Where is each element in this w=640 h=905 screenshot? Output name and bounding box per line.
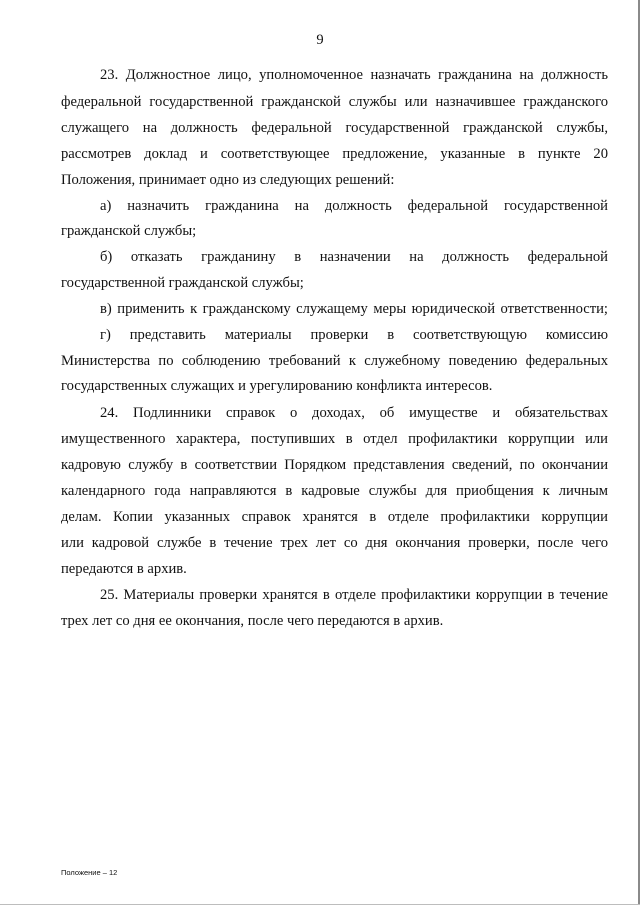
- paragraph-23-line-1: 23. Должностное лицо, уполномоченное назначать гражданина на должность: [100, 67, 608, 83]
- paragraph-23-line-2: федеральной государственной гражданской службы или назначившее гражданского: [61, 94, 608, 110]
- paragraph-24-line-7: передаются в архив.: [61, 561, 187, 577]
- item-a-line-1: а) назначить гражданина на должность федеральной государственной: [100, 198, 608, 214]
- paragraph-24-line-5: делам. Копии указанных справок хранятся в отделе профилактики коррупции: [61, 509, 608, 525]
- item-g-line-1: г) представить материалы проверки в соответствующую комиссию: [100, 327, 608, 343]
- page-number: 9: [316, 32, 324, 48]
- item-g-line-3: государственных служащих и урегулированию конфликта интересов.: [61, 378, 493, 394]
- item-b-line-2: государственной гражданской службы;: [61, 275, 304, 291]
- item-v-line-1: в) применить к гражданскому служащему меры юридической ответственности;: [100, 301, 608, 317]
- item-b-line-1: б) отказать гражданину в назначении на должность федеральной: [100, 249, 608, 265]
- item-a-line-2: гражданской службы;: [61, 223, 197, 239]
- paragraph-24-line-1: 24. Подлинники справок о доходах, об имуществе и обязательствах: [100, 405, 608, 421]
- page-footer: Положение – 12: [61, 868, 118, 877]
- paragraph-23-line-5: Положения, принимает одно из следующих решений:: [61, 172, 395, 188]
- paragraph-24-line-4: календарного года направляются в кадровые службы для приобщения к личным: [61, 483, 608, 499]
- paragraph-25-line-2: трех лет со дня ее окончания, после чего передаются в архив.: [61, 613, 444, 629]
- paragraph-24-line-6: или кадровой службе в течение трех лет со дня окончания проверки, после чего: [61, 535, 608, 551]
- paragraph-24-line-2: имущественного характера, поступивших в отдел профилактики коррупции или: [61, 431, 608, 447]
- paragraph-24-line-3: кадровую службу в соответствии Порядком представления сведений, по окончании: [61, 457, 608, 473]
- paragraph-25-line-1: 25. Материалы проверки хранятся в отделе профилактики коррупции в течение: [100, 587, 608, 603]
- paragraph-23-line-3: служащего на должность федеральной государственной гражданской службы,: [61, 120, 608, 136]
- item-g-line-2: Министерства по соблюдению требований к служебному поведению федеральных: [61, 353, 608, 369]
- paragraph-23-line-4: рассмотрев доклад и соответствующее предложение, указанные в пункте 20: [61, 146, 608, 162]
